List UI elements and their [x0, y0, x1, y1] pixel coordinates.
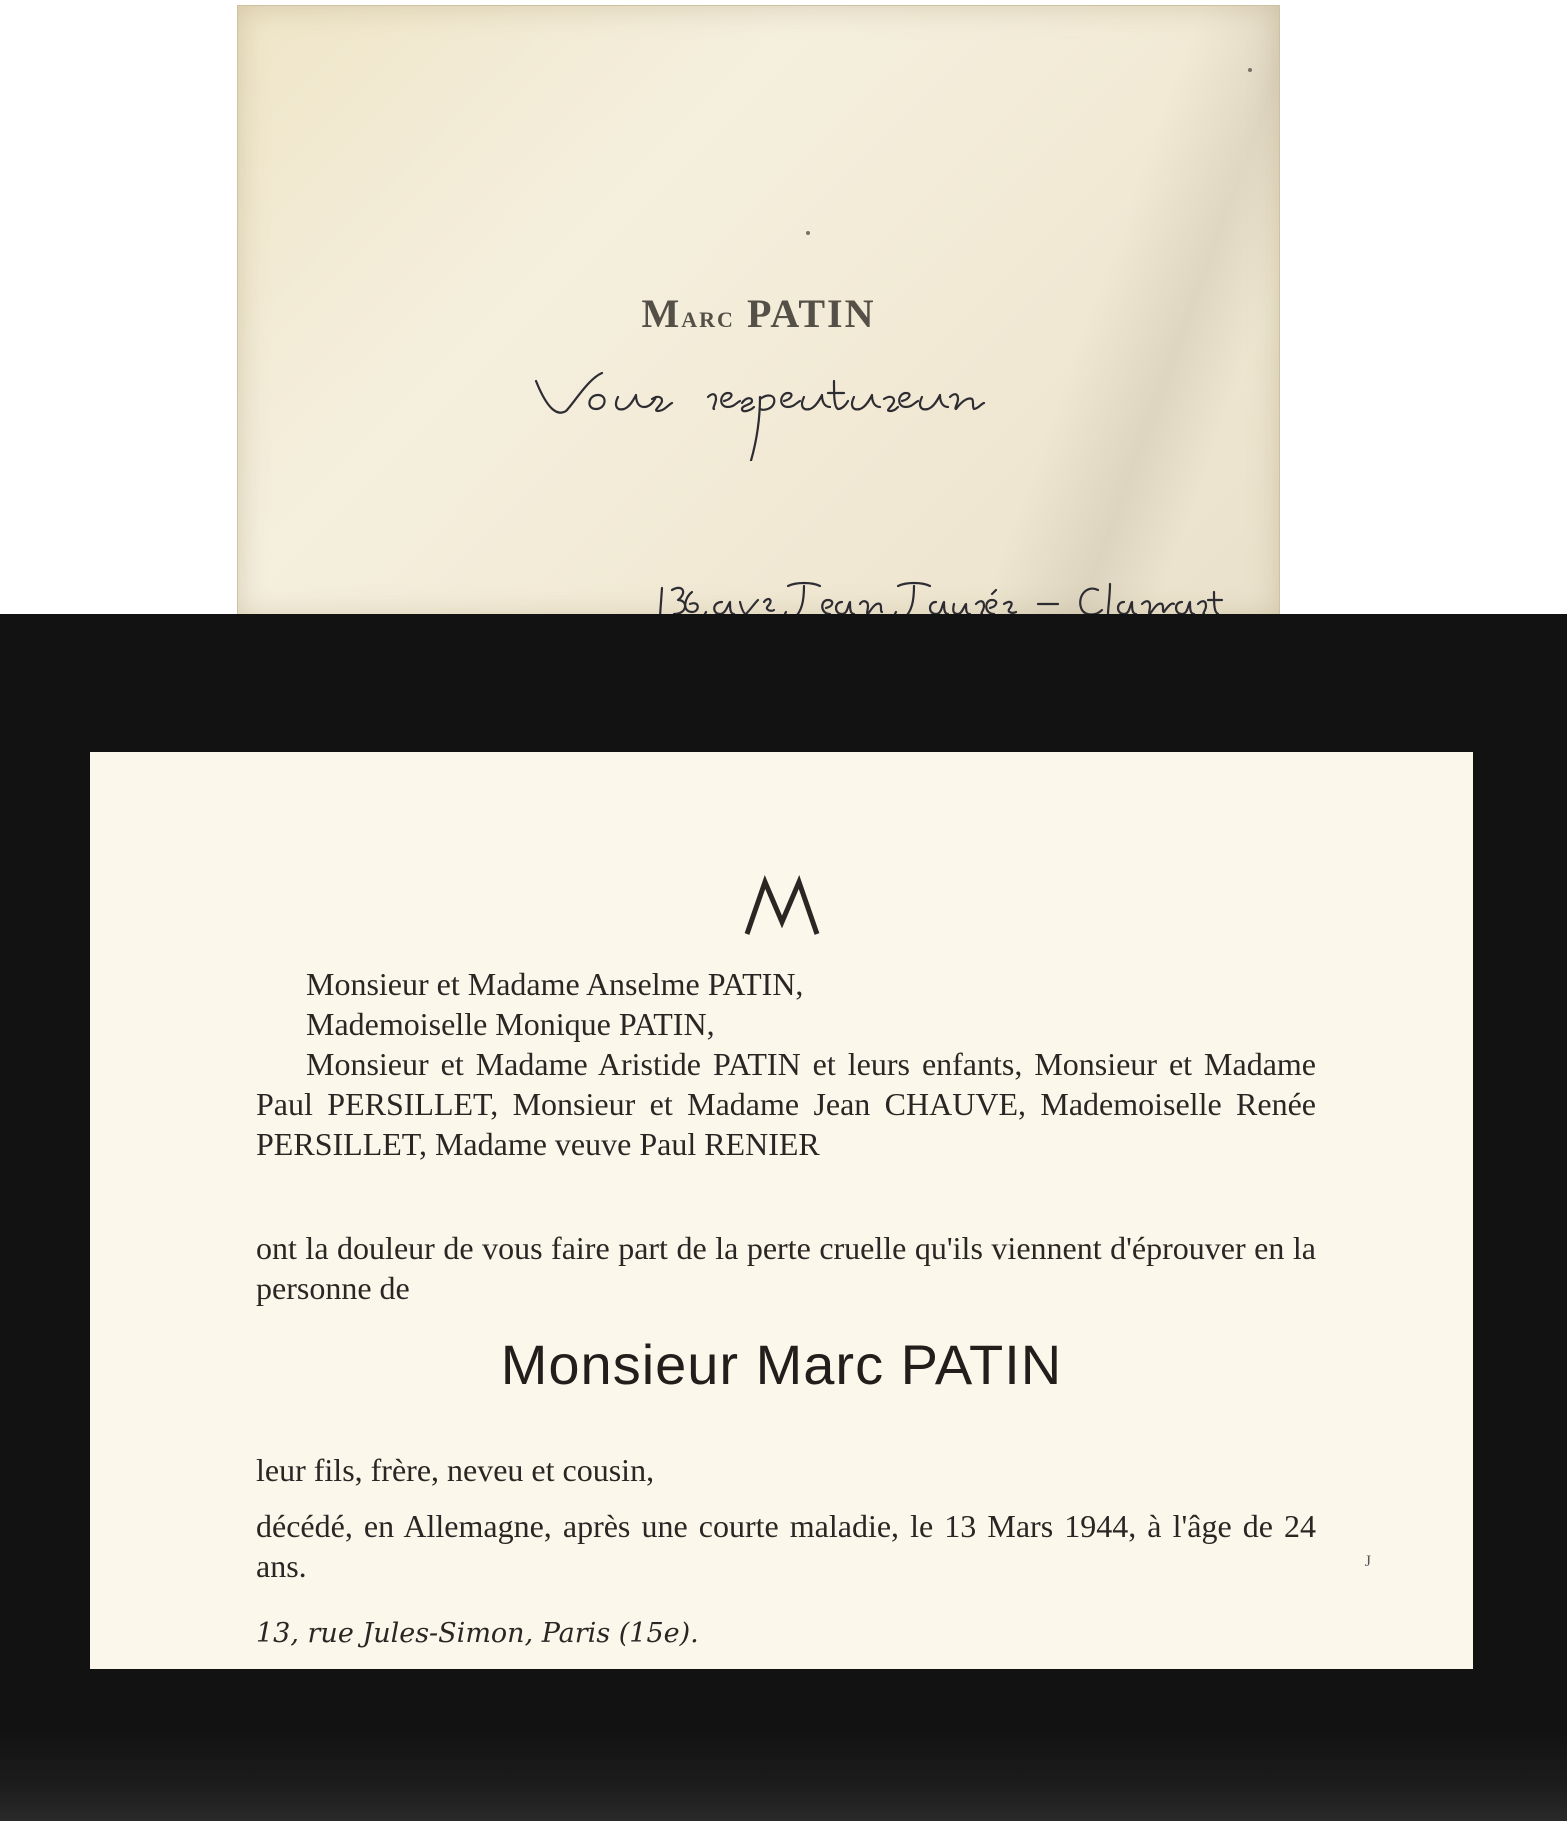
- visiting-card: [237, 5, 1280, 619]
- death-details: décédé, en Allemagne, après une courte maladie, le 13 Mars 1944, à l'âge de 24 ans.: [256, 1508, 1316, 1584]
- mourning-border-bottom: [0, 1731, 1567, 1821]
- announce-sentence: ont la douleur de vous faire part de la perte cruelle qu'ils viennent d'éprouver en la personne de: [256, 1230, 1316, 1306]
- announcement-text: [256, 1228, 1316, 1308]
- announcement-family-list: [256, 964, 1316, 1164]
- initial-text: [827, 872, 828, 873]
- card-name-last: PATIN: [746, 291, 876, 336]
- card-handwritten-greeting: [528, 351, 1068, 461]
- deceased-name: Monsieur Marc PATIN: [500, 1333, 1063, 1396]
- card-speck: [806, 231, 810, 235]
- announcement-initial-m: [90, 872, 1473, 947]
- death-details-wrap: [256, 1506, 1316, 1586]
- card-speck: [1248, 68, 1252, 72]
- relation-line: leur fils, frère, neveu et cousin,: [256, 1452, 655, 1488]
- family-line: Mademoiselle Monique PATIN,: [306, 1006, 715, 1042]
- family-address: 13, rue Jules-Simon, Paris (15e).: [256, 1618, 699, 1649]
- card-address-text: [238, 6, 239, 7]
- family-line: Monsieur et Madame Anselme PATIN,: [306, 966, 804, 1002]
- card-name-initial: M: [641, 291, 682, 336]
- card-greeting-text: [238, 6, 239, 7]
- initial-m-glyph: [737, 872, 827, 942]
- family-line: Monsieur et Madame Aristide PATIN et leurs enfants, Monsieur et Madame Paul PERSILLET, Monsieur et Madame Jean CHAUVE, Mademoiselle Renée PERSILLET, Madame veuve Paul RENIER: [256, 1046, 1316, 1162]
- corner-mark: J: [1364, 1553, 1371, 1570]
- relation-line-wrap: [256, 1450, 1316, 1490]
- card-printed-name: [238, 290, 1279, 337]
- card-name-first-rest: arc: [681, 298, 735, 334]
- mourning-announcement: [90, 752, 1473, 1669]
